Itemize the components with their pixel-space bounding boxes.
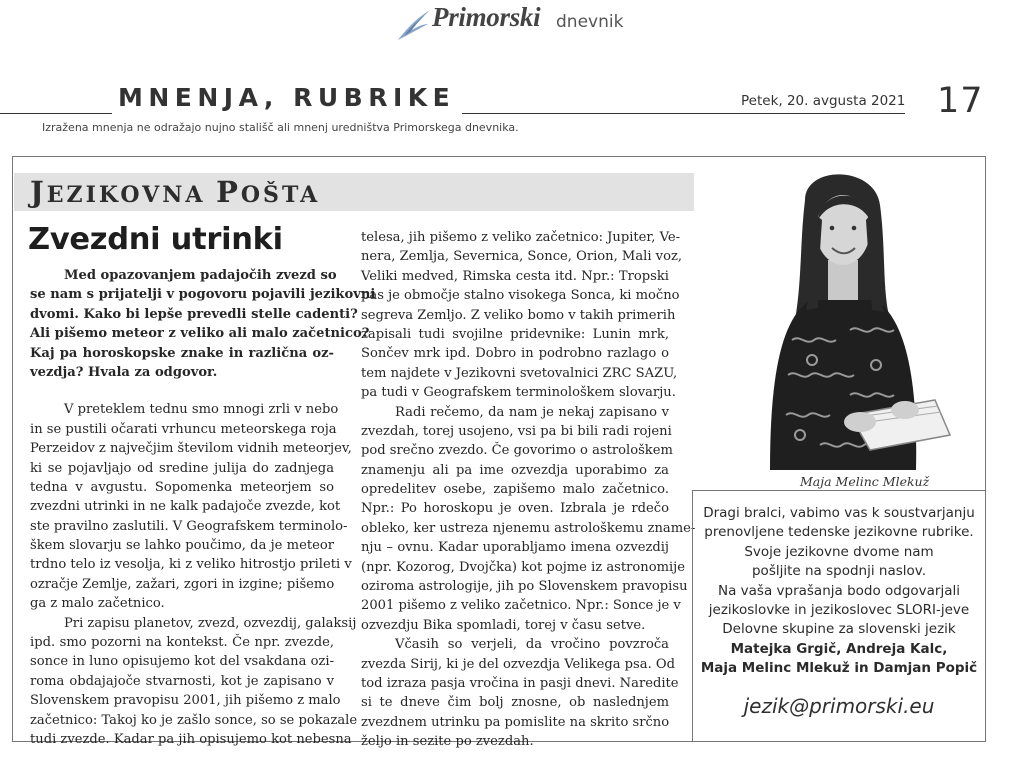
text-line: znamenju ali pa ime ozvezdja uporabimo za	[361, 462, 669, 478]
text-line: V preteklem tednu smo mnogi zrli v nebo	[64, 402, 339, 418]
text-line: Včasih so verjeli, da vročino povzroča	[395, 637, 669, 653]
paragraph	[361, 635, 679, 751]
logo-subtitle: dnevnik	[556, 12, 624, 32]
issue-date: Petek, 20. avgusta 2021	[741, 93, 906, 109]
info-names: Matejka Grgič, Andreja Kalc,	[730, 640, 948, 657]
text-line: ga z malo začetnico.	[30, 596, 165, 612]
reader-question	[30, 266, 376, 382]
text-line: zapisali tudi svojilne pridevnike: Lunin mrk,	[361, 326, 669, 342]
text-line: tedna v avgustu. Sopomenka meteorjem so	[30, 479, 334, 495]
text-line: Perzeidov z največjim številom vidnih meteorjev,	[30, 441, 352, 457]
text-line: obleko, ker ustreza njenemu astrološkemu zname-	[361, 520, 696, 536]
rubric-title	[30, 175, 320, 209]
text-line: trdno telo iz vesolja, ki z veliko hitrostjo prileti v	[30, 557, 352, 573]
author-photo-illustration	[700, 160, 980, 470]
text-line: in se pustili očarati vrhuncu meteorskega roja	[30, 421, 337, 437]
text-line: Ali pišemo meteor z veliko ali malo začetnico?	[30, 326, 370, 342]
text-line: sonce in luno opisujemo kot del vsakdana ozi-	[30, 654, 334, 670]
text-line: tod izraza pasja vročina in pasji dnevi. Naredite	[361, 675, 679, 691]
paragraph	[30, 614, 358, 750]
header-rule-left	[0, 113, 112, 114]
info-line: Svoje jezikovne dvome nam	[744, 543, 934, 560]
text-line: Veliki medved, Rimska cesta itd. Npr.: Tropski	[361, 268, 669, 284]
text-line: oziroma astrologije, jih po Slovenskem pravopisu	[361, 579, 688, 595]
text-line: se nam s prijatelji v pogovoru pojavili jezikovni	[30, 287, 376, 303]
page-number: 17	[937, 81, 984, 121]
text-line: zvezdah, torej usojeno, vsi pa bi bili radi rojeni	[361, 423, 672, 439]
text-line: pa tudi v Geografskem terminološkem slovarju.	[361, 385, 676, 401]
author-photo	[700, 160, 980, 470]
text-line: pas je območje stalno visokega Sonca, ki močno	[361, 288, 680, 304]
text-line: Slovenskem pravopisu 2001, jih pišemo z malo	[30, 693, 341, 709]
text-line: 2001 pišemo z veliko začetnico. Npr.: Sonce je v	[361, 598, 681, 614]
photo-caption: Maja Melinc Mlekuž	[800, 474, 930, 489]
text-line: tudi zvezde. Kadar pa jih opisujemo kot nebesna	[30, 731, 352, 747]
info-line: Delovne skupine za slovenski jezik	[722, 621, 956, 638]
text-line: zvezdnem utrinku pa pomislite na skrito srčno	[361, 714, 670, 730]
text-line: nera, Zemlja, Severnica, Sonce, Orion, Mali voz,	[361, 249, 683, 265]
rubric-word-1: EZIKOVNA	[46, 182, 217, 208]
article-column-2	[361, 228, 696, 752]
text-line: opredelitev osebe, zapišemo malo začetnico.	[361, 482, 669, 498]
article-column-1	[30, 266, 376, 749]
info-line: pošljite na spodnji naslov.	[751, 563, 926, 580]
text-line: ozvezdju Bika spomladi, torej v času setve.	[361, 617, 646, 633]
text-line: roma obdajajoče stvarnosti, kot je zapisano v	[30, 673, 334, 689]
text-line: Npr.: Po horoskopu je oven. Izbrala je rdečo	[361, 501, 669, 517]
info-text	[694, 504, 984, 679]
text-line: segreva Zemljo. Z veliko bomo v takih primerih	[361, 307, 676, 323]
section-title: MNENJA, RUBRIKE	[118, 83, 456, 112]
text-line: tem najdete v Jezikovni svetovalnici ZRC SAZU,	[361, 365, 678, 381]
text-line: Med opazovanjem padajočih zvezd so	[64, 268, 337, 283]
rubric-initial-2: P	[216, 175, 241, 209]
article-headline: Zvezdni utrinki	[28, 222, 283, 257]
text-line: Pri zapisu planetov, zvezd, ozvezdij, galaksij	[64, 615, 357, 631]
paragraph	[361, 403, 696, 636]
text-line: Sončev mrk ipd. Dobro in podrobno razlago o	[361, 346, 669, 362]
text-line: škem slovarju se lahko poučimo, da je meteor	[30, 538, 334, 554]
text-line: telesa, jih pišemo z veliko začetnico: Jupiter, Ve-	[361, 230, 680, 245]
text-line: pod srečno zvezdo. Če govorimo o astrološkem	[361, 443, 673, 459]
text-line: Radi rečemo, da nam je nekaj zapisano v	[395, 404, 669, 420]
text-line: nju – ovnu. Kadar uporabljamo imena ozvezdij	[361, 540, 669, 556]
text-line: Kaj pa horoskopske znake in različna oz-	[30, 345, 334, 361]
info-names: Maja Melinc Mlekuž in Damjan Popič	[700, 660, 978, 677]
info-line: Dragi bralci, vabimo vas k soustvarjanju	[703, 505, 975, 521]
text-line: zvezda Sirij, ki je del ozvezdja Velikega psa. Od	[361, 656, 676, 672]
text-line: ipd. smo pozorni na kontekst. Če npr. zvezde,	[30, 635, 334, 651]
paragraph	[361, 228, 683, 403]
header-rule-right	[462, 113, 905, 114]
info-line: Na vaša vprašanja bodo odgovarjali	[717, 582, 961, 599]
text-line: vezdja? Hvala za odgovor.	[30, 364, 218, 380]
contact-email[interactable]: jezik@primorski.eu	[743, 694, 935, 718]
text-line: ki se pojavljajo od sredine julija do zadnjega	[30, 460, 334, 476]
text-line: zvezdni utrinki in ne kalk padajoče zvezde, kot	[30, 499, 341, 515]
text-line: ozračje Zemlje, zažari, zgori in izgine; pišemo	[30, 576, 335, 592]
info-line: jezikoslovke in jezikoslovec SLORI-jeve	[708, 601, 970, 618]
rubric-word-2: OŠTA	[240, 182, 321, 208]
paragraph	[30, 400, 352, 613]
text-line: začetnico: Takoj ko je zašlo sonce, so se pokazale	[30, 712, 358, 728]
logo-name: Primorski	[432, 2, 541, 32]
text-line: (npr. Kozorog, Dvojčka) kot pojme iz astronomije	[361, 559, 685, 575]
disclaimer: Izražena mnenja ne odražajo nujno stališč ali mnenj uredništva Primorskega dnevnika.	[42, 121, 519, 134]
rubric-initial-1: J	[30, 175, 47, 209]
text-line: ste pravilno zaslutili. V Geografskem terminolo-	[30, 518, 348, 534]
text-line: si te dneve čim bolj znosne, ob naslednjem	[361, 695, 669, 711]
text-line: željo in sezite po zvezdah.	[361, 734, 534, 750]
logo-bird-icon	[396, 8, 432, 42]
info-line: prenovljene tedenske jezikovne rubrike.	[704, 524, 974, 541]
text-line: dvomi. Kako bi lepše prevedli stelle cadenti?	[30, 306, 358, 322]
